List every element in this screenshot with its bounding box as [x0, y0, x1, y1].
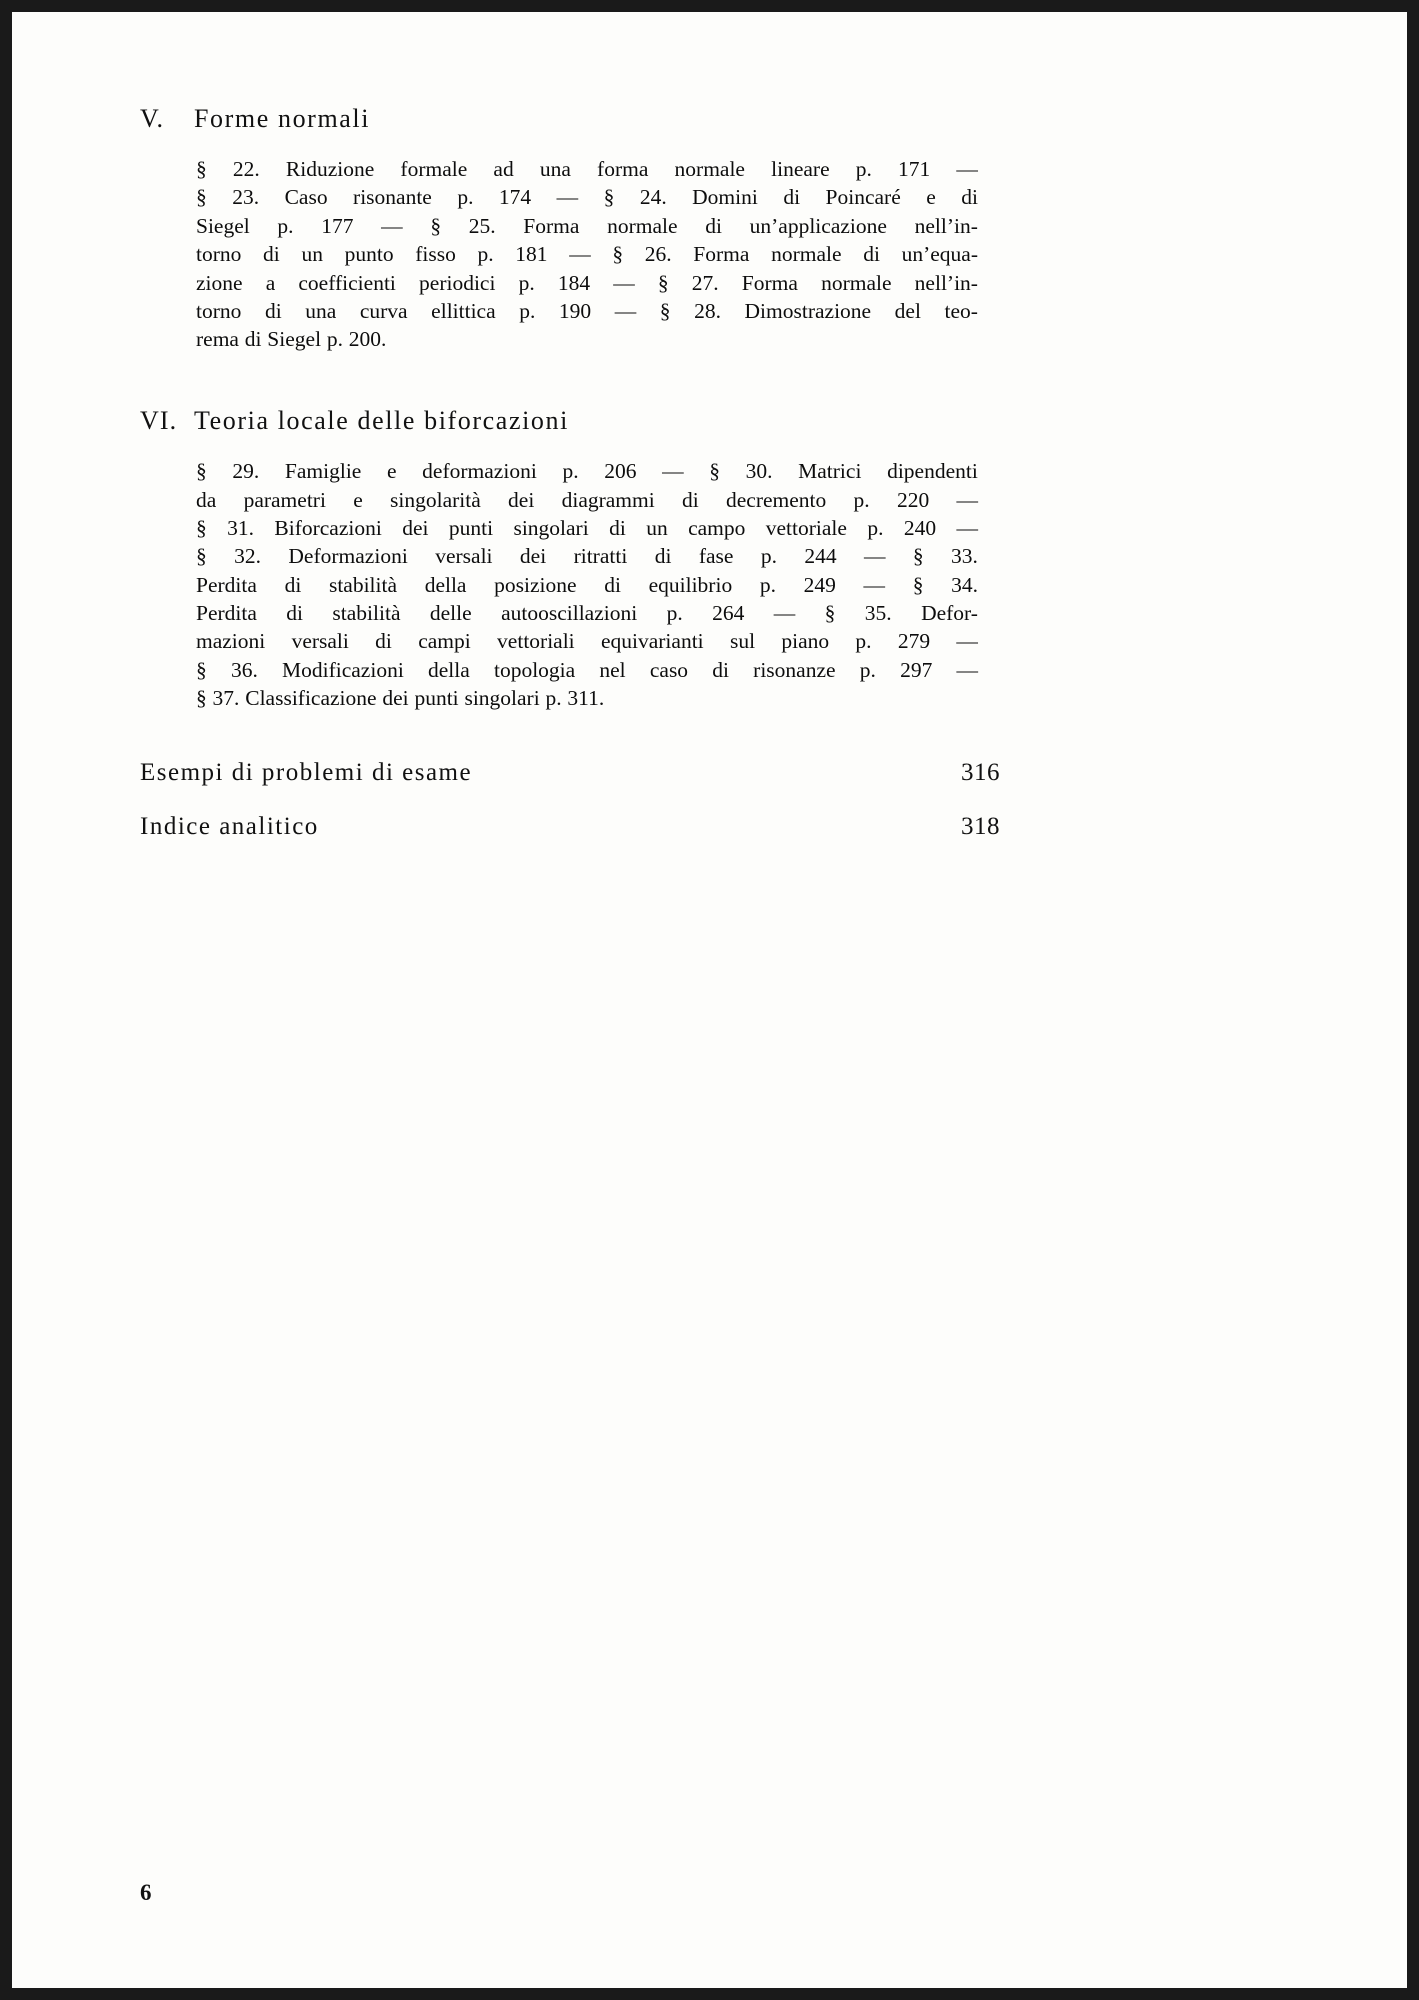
toc-entry-page-number: 316: [961, 758, 1000, 786]
chapter-entry-vi: [140, 406, 1000, 713]
toc-line: § 31. Biforcazioni dei punti singolari di un campo vettoriale p. 240 —: [196, 515, 978, 540]
toc-line: da parametri e singolarità dei diagrammi di decremento p. 220 —: [196, 487, 978, 512]
toc-line: mazioni versali di campi vettoriali equivarianti sul piano p. 279 —: [196, 629, 978, 654]
page-surface: [12, 12, 1407, 1988]
toc-line: § 23. Caso risonante p. 174 — § 24. Domini di Poincaré e di: [196, 185, 978, 210]
toc-line: torno di una curva ellittica p. 190 — § 28. Dimostrazione del teo-: [196, 298, 978, 323]
toc-line: rema di Siegel p. 200.: [196, 327, 387, 352]
toc-line: Perdita di stabilità della posizione di equilibrio p. 249 — § 34.: [196, 572, 978, 597]
chapter-entry-v: [140, 104, 1000, 354]
toc-line: § 36. Modificazioni della topologia nel caso di risonanze p. 297 —: [196, 657, 978, 682]
chapter-sections-vi: [196, 457, 978, 712]
toc-entry-esempi: [140, 759, 1000, 787]
toc-line: § 22. Riduzione formale ad una forma normale lineare p. 171 —: [196, 157, 978, 182]
chapter-title-vi: Teoria locale delle biforcazioni: [194, 405, 569, 435]
toc-line: Siegel p. 177 — § 25. Forma normale di un’applicazione nell’in-: [196, 213, 978, 238]
toc-line: Perdita di stabilità delle autooscillazioni p. 264 — § 35. Defor-: [196, 601, 978, 626]
chapter-heading-vi: [140, 406, 1000, 436]
chapter-title-v: Forme normali: [194, 103, 371, 133]
chapter-roman-numeral-vi: VI.: [140, 405, 178, 435]
toc-line: § 37. Classificazione dei punti singolari p. 311.: [196, 686, 605, 711]
toc-entry-indice: [140, 813, 1000, 841]
toc-entry-label: Esempi di problemi di esame: [140, 758, 473, 786]
toc-line: § 29. Famiglie e deformazioni p. 206 — § 30. Matrici dipendenti: [196, 459, 978, 484]
page-folio-number: 6: [140, 1880, 152, 1905]
toc-entry-page-number: 318: [961, 812, 1000, 840]
back-matter-entries: [140, 759, 1000, 841]
toc-line: § 32. Deformazioni versali dei ritratti di fase p. 244 — § 33.: [196, 544, 978, 569]
chapter-heading-v: [140, 104, 1000, 134]
chapter-roman-numeral-v: V.: [140, 103, 165, 133]
table-of-contents: [140, 82, 1000, 867]
toc-entry-label: Indice analitico: [140, 812, 319, 840]
chapter-sections-v: [196, 155, 978, 354]
toc-line: zione a coefficienti periodici p. 184 — § 27. Forma normale nell’in-: [196, 270, 978, 295]
toc-line: torno di un punto fisso p. 181 — § 26. Forma normale di un’equa-: [196, 242, 978, 267]
